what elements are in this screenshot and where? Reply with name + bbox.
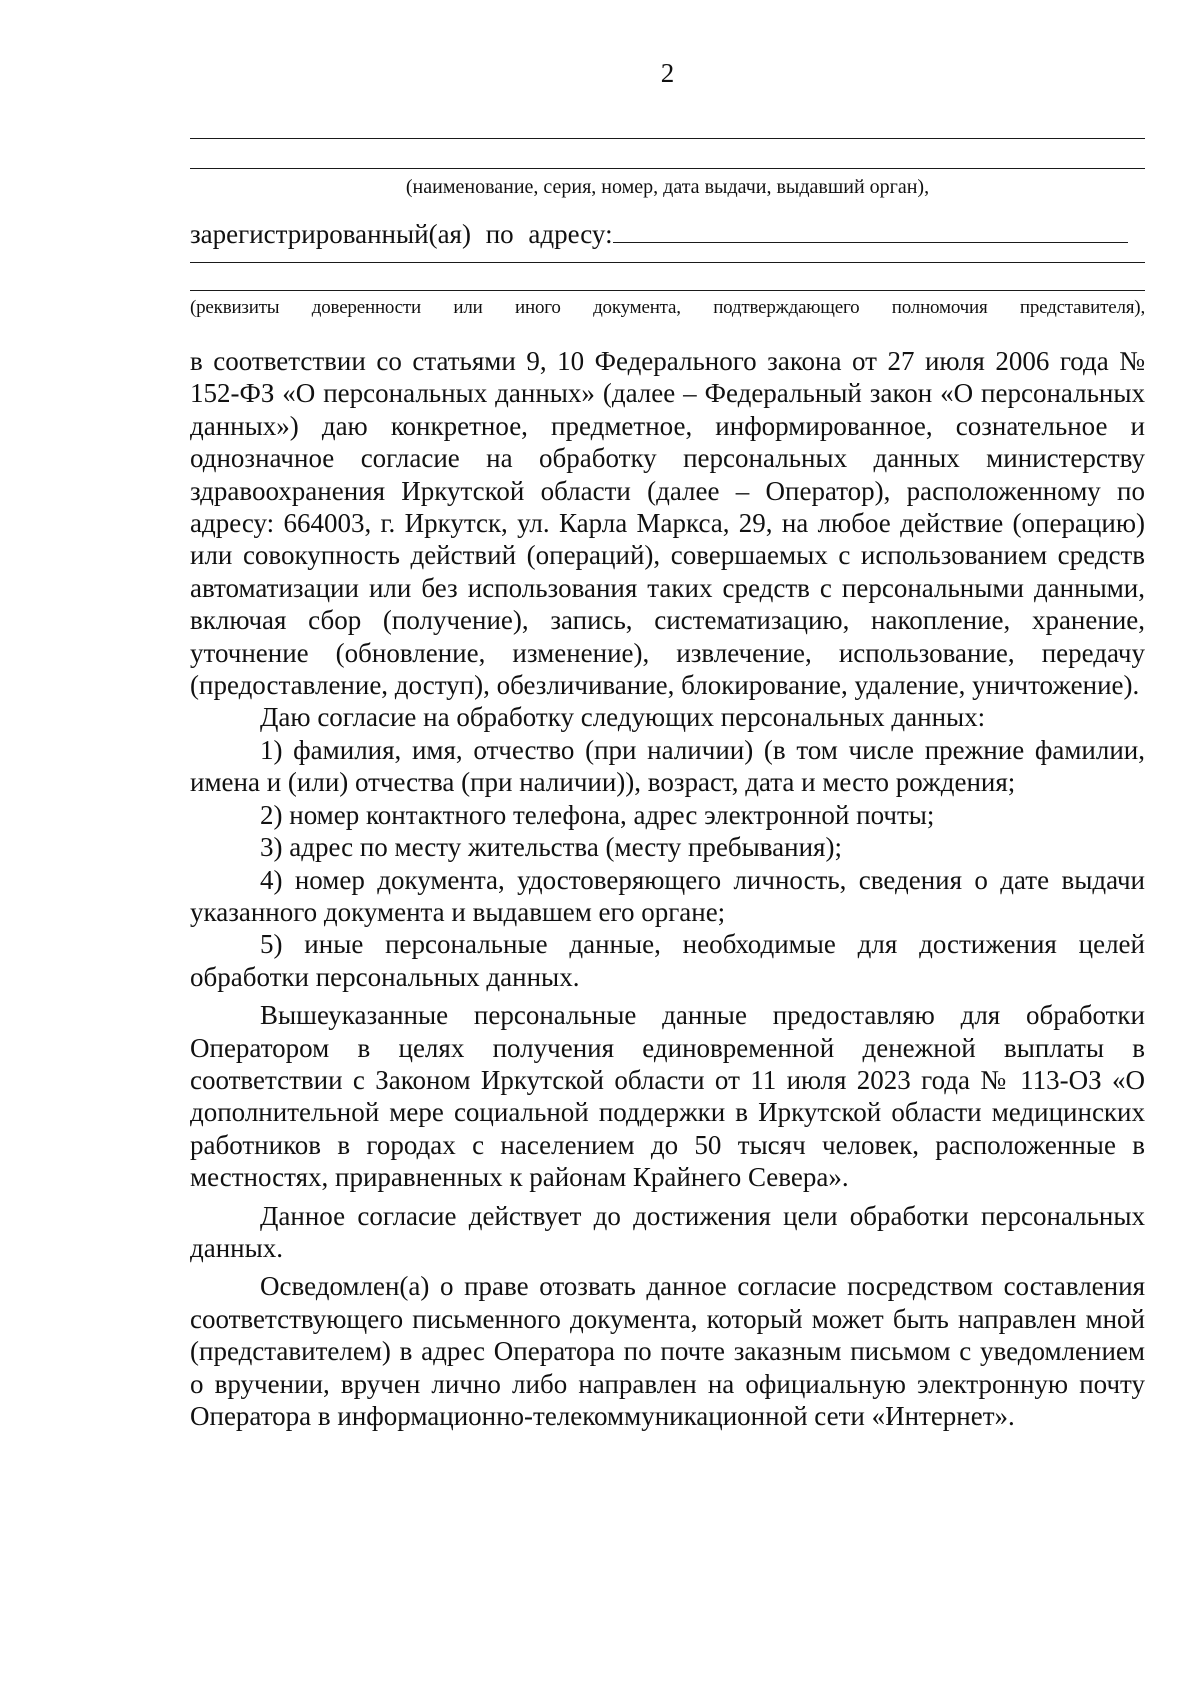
purpose-paragraph: Вышеуказанные персональные данные предоставляю для обработки Оператором в целях получения единовременной денежной выплаты в соответствии с Законом Иркутской области от 11 июля 2023 года № 113-ОЗ «О дополнительной мере социальной поддержки в Иркутской области медицинских работников в городах с населением до 50 тысяч человек, расположенные в местностях, приравненных к районам Крайнего Севера». (190, 1000, 1145, 1193)
representative-document-caption: (реквизиты доверенности или иного документа, подтверждающего полномочия представителя), (190, 297, 1145, 318)
data-item-2: 2) номер контактного телефона, адрес электронной почты; (260, 799, 935, 830)
page-number: 2 (660, 58, 675, 88)
data-list-intro: Даю согласие на обработку следующих персональных данных: (260, 702, 986, 733)
id-document-caption: (наименование, серия, номер, дата выдачи, выдавший орган), (405, 176, 930, 198)
blank-line-address-1 (190, 262, 1145, 263)
address-blank-field (613, 218, 1128, 243)
consent-body (190, 345, 1145, 1432)
data-item-1: 1) фамилия, имя, отчество (при наличии) (в том числе прежние фамилии, имена и (или) отчества (при наличии)), возраст, дата и место рождения; (190, 734, 1145, 798)
blank-line-id-document-1 (190, 138, 1145, 139)
consent-basis-paragraph: в соответствии со статьями 9, 10 Федерального закона от 27 июля 2006 года № 152-ФЗ «О персональных данных» (далее – Федеральный закон «О персональных данных») даю конкретное, предметное, информированное, сознательное и однозначное согласие на обработку персональных данных министерству здравоохранения Иркутской области (далее – Оператор), расположенному по адресу: 664003, г. Иркутск, ул. Карла Маркса, 29, на любое действие (операцию) или совокупность действий (операций), совершаемых с использованием средств автоматизации или без использования таких средств с персональными данными, включая сбор (получение), запись, систематизацию, накопление, хранение, уточнение (обновление, изменение), извлечение, использование, передачу (предоставление, доступ), обезличивание, блокирование, удаление, уничтожение). (190, 346, 1145, 701)
address-line (190, 218, 1165, 250)
address-label: зарегистрированный(ая) по адресу: (190, 219, 613, 249)
validity-paragraph: Данное согласие действует до достижения цели обработки персональных данных. (190, 1200, 1145, 1263)
data-item-5: 5) иные персональные данные, необходимые для достижения целей обработки персональных данных. (190, 929, 1145, 992)
blank-line-address-2 (190, 290, 1145, 291)
blank-line-id-document-2 (190, 168, 1145, 169)
data-item-3: 3) адрес по месту жительства (месту пребывания); (260, 832, 842, 863)
revocation-paragraph: Осведомлен(а) о праве отозвать данное согласие посредством составления соответствующего письменного документа, который может быть направлен мной (представителем) в адрес Оператора по почте заказным письмом с уведомлением о вручении, вручен лично либо направлен на официальную электронную почту Оператора в информационно-телекоммуникационной сети «Интернет». (190, 1271, 1145, 1431)
data-item-4: 4) номер документа, удостоверяющего личность, сведения о дате выдачи указанного документа и выдавшем его органе; (190, 864, 1145, 927)
